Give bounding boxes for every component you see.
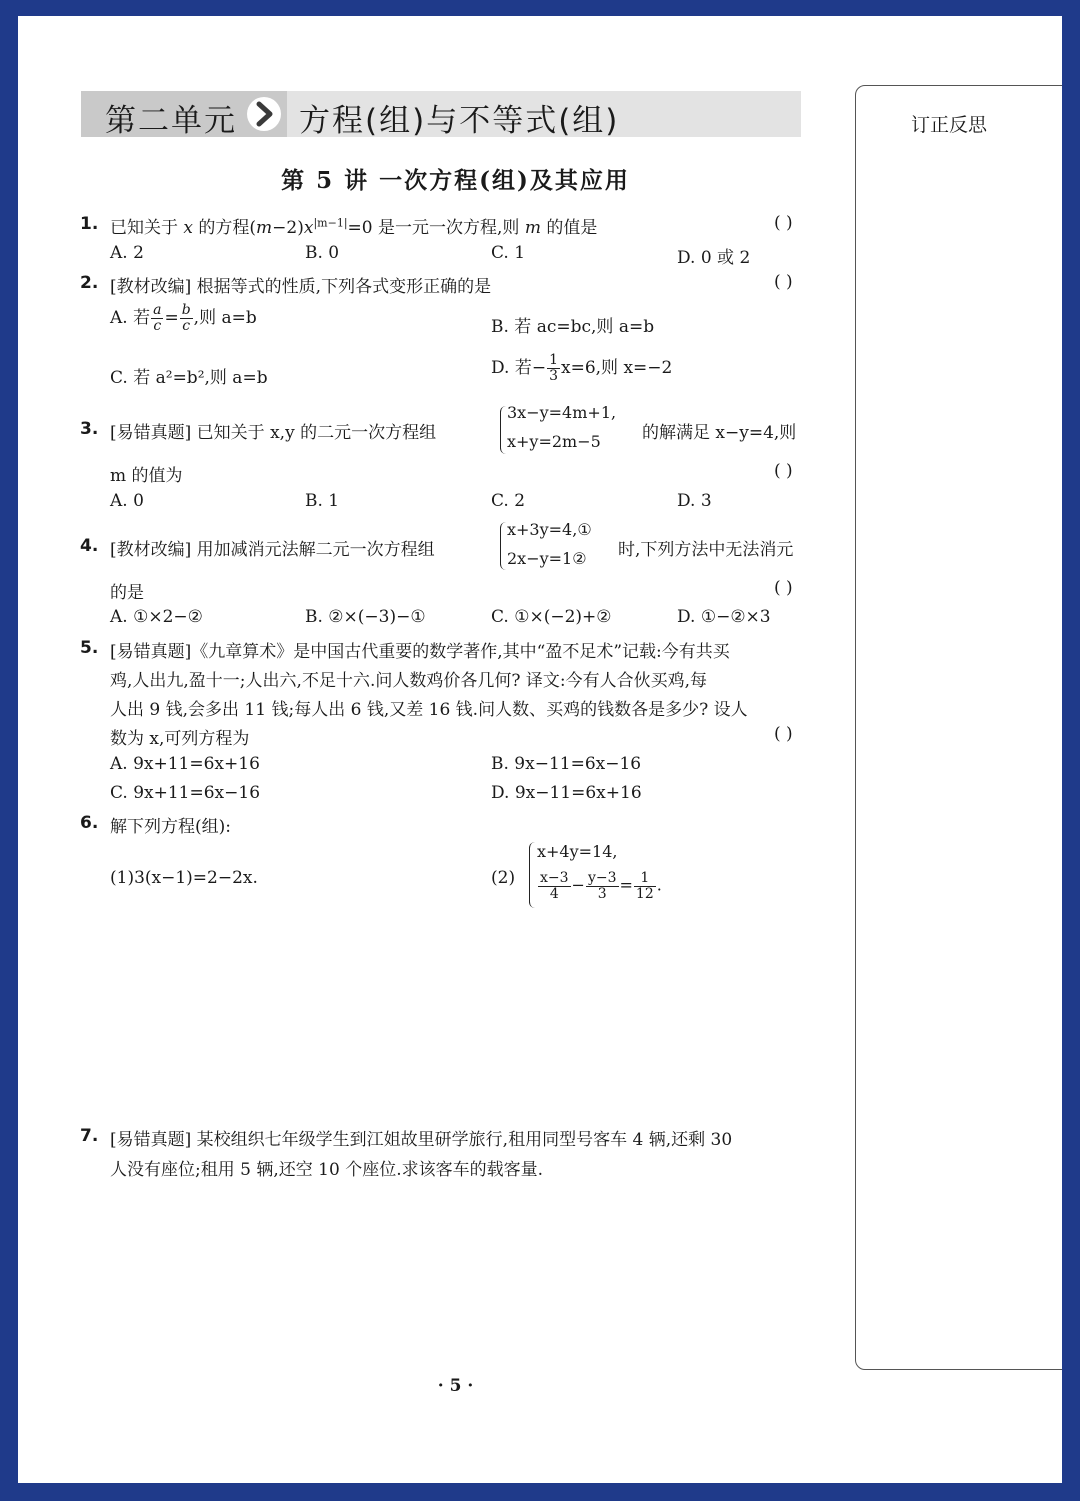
q4-option-d: D. ①−②×3 [677, 607, 771, 627]
q5-line1: [易错真题]《九章算术》是中国古代重要的数学著作,其中“盈不足术”记载:今有共买 [110, 642, 730, 662]
q1-answer-blank[interactable]: ( ) [774, 213, 793, 233]
q2-option-b: B. 若 ac=bc,则 a=b [491, 317, 655, 337]
chevron-right-icon [247, 97, 281, 131]
q6-system-brace [529, 842, 536, 908]
q4-option-c: C. ①×(−2)+② [491, 607, 612, 627]
q1-option-c: C. 1 [491, 243, 526, 263]
q5-line4: 数为 x,可列方程为 [110, 729, 250, 749]
correction-reflection-title: 订正反思 [911, 114, 988, 136]
q3-number: 3. [80, 419, 99, 439]
q5-option-b: B. 9x−11=6x−16 [491, 754, 642, 774]
correction-reflection-box[interactable] [855, 85, 1062, 1370]
q6-number: 6. [80, 813, 99, 833]
unit-title: 方程(组)与不等式(组) [299, 103, 620, 139]
q3-eq2: x+y=2m−5 [507, 432, 601, 451]
q5-line2: 鸡,人出九,盈十一;人出六,不足十六.问人数鸡价各几何? 译文:今有人合伙买鸡,每 [110, 671, 707, 691]
page-number: · 5 · [437, 1376, 474, 1396]
q7-tag: [易错真题] [110, 1130, 192, 1150]
lecture-title: 第 5 讲 一次方程(组)及其应用 [281, 167, 630, 194]
q2-option-c: C. 若 a²=b²,则 a=b [110, 368, 268, 388]
q1-option-a: A. 2 [110, 243, 144, 263]
q4-stem-b: 时,下列方法中无法消元 [618, 540, 794, 560]
q7-line2: 人没有座位;租用 5 辆,还空 10 个座位.求该客车的载客量. [110, 1160, 544, 1180]
q4-tag: [教材改编] [110, 540, 192, 560]
unit-banner [81, 91, 801, 137]
q2-tag: [教材改编] [110, 277, 192, 297]
q2-option-d: D. 若− $\frac{1}{3}$ x=6,则 x=−2 [491, 352, 673, 384]
q2-stem: [教材改编] 根据等式的性质,下列各式变形正确的是 [110, 277, 492, 297]
q1-option-b: B. 0 [305, 243, 340, 263]
q1-stem: 已知关于 x 的方程$(m-2)x^{|m-1|}=0$ 是一元一次方程,则 m 的值是 [110, 216, 598, 238]
q6-eq1: x+4y=14, [537, 842, 618, 861]
q3-eq1: 3x−y=4m+1, [507, 403, 617, 422]
q4-option-a: A. ①×2−② [110, 607, 203, 627]
q4-eq1: x+3y=4,① [507, 520, 592, 539]
q4-option-b: B. ②×(−3)−① [305, 607, 426, 627]
q4-eq2: 2x−y=1② [507, 549, 587, 568]
q2-option-a: A. 若 $\frac{a}{c}$ = $\frac{b}{c}$ ,则 a=b [110, 302, 257, 334]
q6-part2-label: (2) [491, 868, 516, 888]
q3-option-d: D. 3 [677, 491, 712, 511]
q5-line3: 人出 9 钱,会多出 11 钱;每人出 6 钱,又差 16 钱.问人数、买鸡的钱数各是多少? 设人 [110, 700, 748, 720]
q5-option-c: C. 9x+11=6x−16 [110, 783, 261, 803]
q4-stem-c: 的是 [110, 583, 144, 603]
unit-label: 第二单元 [105, 103, 237, 139]
q3-option-c: C. 2 [491, 491, 526, 511]
q1-number: 1. [80, 214, 99, 234]
q4-system-brace [500, 522, 507, 570]
q3-stem-b: 的解满足 x−y=4,则 [642, 423, 797, 443]
q7-number: 7. [80, 1126, 99, 1146]
q3-tag: [易错真题] [110, 423, 192, 443]
q4-number: 4. [80, 536, 99, 556]
q1-option-d: D. 0 或 2 [677, 248, 751, 268]
q3-stem-c: m 的值为 [110, 466, 183, 486]
q3-system-brace [500, 406, 507, 454]
worksheet-page [18, 16, 1062, 1483]
q3-answer-blank[interactable]: ( ) [774, 461, 793, 481]
q5-answer-blank[interactable]: ( ) [774, 724, 793, 744]
q6-part1: (1)3(x−1)=2−2x. [110, 868, 258, 888]
q2-answer-blank[interactable]: ( ) [774, 272, 793, 292]
q3-option-b: B. 1 [305, 491, 340, 511]
q6-eq2: $\frac{x-3}{4}$ − $\frac{y-3}{3}$ = $\frac{1}{12}$ . [540, 870, 662, 902]
q2-number: 2. [80, 273, 99, 293]
q4-answer-blank[interactable]: ( ) [774, 578, 793, 598]
q6-stem: 解下列方程(组): [110, 817, 231, 837]
q5-tag: [易错真题] [110, 642, 192, 662]
q3-stem-a: [易错真题] 已知关于 x,y 的二元一次方程组 [110, 423, 437, 443]
q5-option-d: D. 9x−11=6x+16 [491, 783, 642, 803]
q7-line1: [易错真题] 某校组织七年级学生到江姐故里研学旅行,租用同型号客车 4 辆,还剩 30 [110, 1130, 733, 1150]
q4-stem-a: [教材改编] 用加减消元法解二元一次方程组 [110, 540, 435, 560]
q3-option-a: A. 0 [110, 491, 144, 511]
q5-option-a: A. 9x+11=6x+16 [110, 754, 260, 774]
q5-number: 5. [80, 638, 99, 658]
